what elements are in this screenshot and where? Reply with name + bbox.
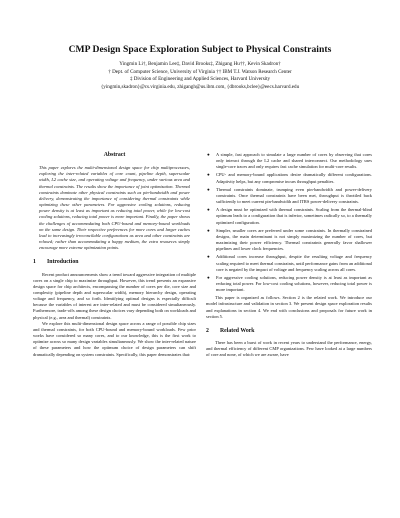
intro-paragraph-2: We explore this multi-dimensional design space across a range of possible chip sizes and thermal constraints, for both CPU-bound and memory-bound workloads. Few prior works have considered so many cores, and to our knowledge, this is the first work to optimize across so many design variables simultaneously. We show the inter-related nature of these parameters and how the optimum choice of design parameters can shift dramatically depending on system constraints. Specifically, this paper demonstrates that:	[33, 320, 196, 357]
section-1-title: Introduction	[47, 259, 79, 266]
related-work-paragraph-1: There has been a burst of work in recent years to understand the performance, energy, and thermal efficiency of different CMP organizations. Few have looked at a large numbers of core and none, of which we are aware, have	[206, 340, 372, 358]
bullet-icon: ●	[207, 172, 210, 178]
section-1-number: 1	[33, 259, 36, 266]
bullet-icon: ●	[207, 186, 210, 192]
bullet-icon: ●	[207, 274, 210, 280]
intro-paragraph-1: Recent product announcements show a trend toward aggressive integration of multiple cores on a single chip to maximize throughput. However, this trend presents an expansive design space for chip architects, encompassing the number of cores per die, core size and complexity (pipeline depth and superscalar width), memory hierarchy design, operating voltage and frequency, and so forth. Identifying optimal designs is especially difficult because the variables of interest are inter-related and must be considered simultaneously. Furthermore, trade-offs among these design choices vary depending both on workloads and physical (e.g., area and thermal) constraints.	[33, 271, 196, 320]
list-item-text: CPU- and memory-bound applications desire dramatically different configurations. Adaptivity helps, but any compromise incurs throughput penalties.	[216, 172, 372, 184]
list-item	[206, 207, 372, 225]
author-block	[0, 61, 400, 91]
organization-paragraph: This paper is organized as follows. Section 2 is the related work. We introduce our model infrastructure and validation in section 3. We present design space exploration results and explanations in section 4. We end with conclusions and proposals for future work in section 5.	[206, 295, 372, 319]
list-item	[206, 275, 372, 293]
right-column	[206, 152, 372, 359]
list-item	[206, 228, 372, 253]
contribution-list	[206, 152, 372, 293]
section-2-number: 2	[206, 327, 209, 334]
bullet-icon: ●	[207, 152, 210, 157]
abstract-heading: Abstract	[103, 152, 126, 158]
left-column	[33, 152, 196, 358]
paper-title: CMP Design Space Exploration Subject to Physical Constraints	[68, 44, 332, 55]
author-emails: {yingmin,skadron}@cs.virginia.edu, zhigangh@us.ibm.com, {dbrooks,bclee}@eecs.harvard.edu	[100, 83, 300, 90]
list-item-text: For aggressive cooling solutions, reducing power density is at least as important as reducing total power. For low-cost cooling solutions, however, reducing total power is more important.	[216, 274, 372, 293]
section-2-title: Related Work	[220, 327, 255, 334]
list-item-text: A simple, fast approach to simulate a large number of cores by observing that cores only interact through the L2 cache and shared interconnect. Our methodology uses single-core traces and only requires fast cache simulation for multi-core results.	[216, 152, 372, 170]
affiliation-line-2: ‡ Division of Engineering and Applied Sciences, Harvard University	[129, 76, 271, 83]
list-item	[206, 152, 372, 170]
section-2-heading	[206, 328, 372, 334]
bullet-icon: ●	[207, 227, 210, 233]
bullet-icon: ●	[207, 207, 210, 213]
list-item	[206, 254, 372, 272]
abstract-text: This paper explores the multi-dimensional design space for chip multiprocessors, exploring the inter-related variables of core count, pipeline depth, superscalar width, L2 cache size, and operating voltage and frequency, under various area and thermal constraints. The results show the importance of joint optimization. Thermal constraints dominate other physical constraints such as pin-bandwidth and power delivery, demonstrating the importance of considering thermal constraints while optimizing these other parameters. For aggressive cooling solutions, reducing power density is at least as important as reducing total power, while for low-cost cooling solutions, reducing total power is more important. Finally, the paper shows the challenges of accommodating both CPU-bound and memory-bound workloads on the same design. Their respective preferences for more cores and larger caches lead to increasingly irreconcilable configurations as area and other constraints are relaxed; rather than accommodating a happy medium, the extra resources simply encourage more extreme optimization points.	[39, 165, 190, 251]
affiliation-line-1: † Dept. of Computer Science, University of Virginia †† IBM T.J. Watson Research Center	[108, 68, 292, 75]
list-item	[206, 187, 372, 205]
list-item-text: A design must be optimized with thermal constraints. Scaling from the thermal-blind optimum leads to a configuration that is inferior, sometimes radically so, to a thermally optimized configuration.	[216, 207, 372, 225]
author-names: Yingmin Li†, Benjamin Lee‡, David Brooks‡, Zhigang Hu††, Kevin Skadron†	[119, 61, 281, 67]
list-item	[206, 172, 372, 184]
list-item-text: Thermal constraints dominate, trumping even pin-bandwidth and power-delivery constraints. Once thermal constraints have been met, throughput is throttled back sufficiently to meet current pin-bandwidth and ITRS power-delivery constraints.	[216, 186, 372, 205]
section-1-heading	[33, 259, 196, 265]
list-item-text: Simpler, smaller cores are preferred under some constraints. In thermally constrained designs, the main determinant is not simply maximizing the number of cores, but maximizing their power efficiency. Thermal constraints generally favor shallower pipelines and lower clock frequencies.	[216, 227, 372, 252]
bullet-icon: ●	[207, 254, 210, 260]
list-item-text: Additional cores increase throughput, despite the resulting voltage and frequency scaling required to meet thermal constraints, until performance gains from an additional core is negated by the impact of voltage and frequency scaling across all cores.	[216, 254, 373, 272]
